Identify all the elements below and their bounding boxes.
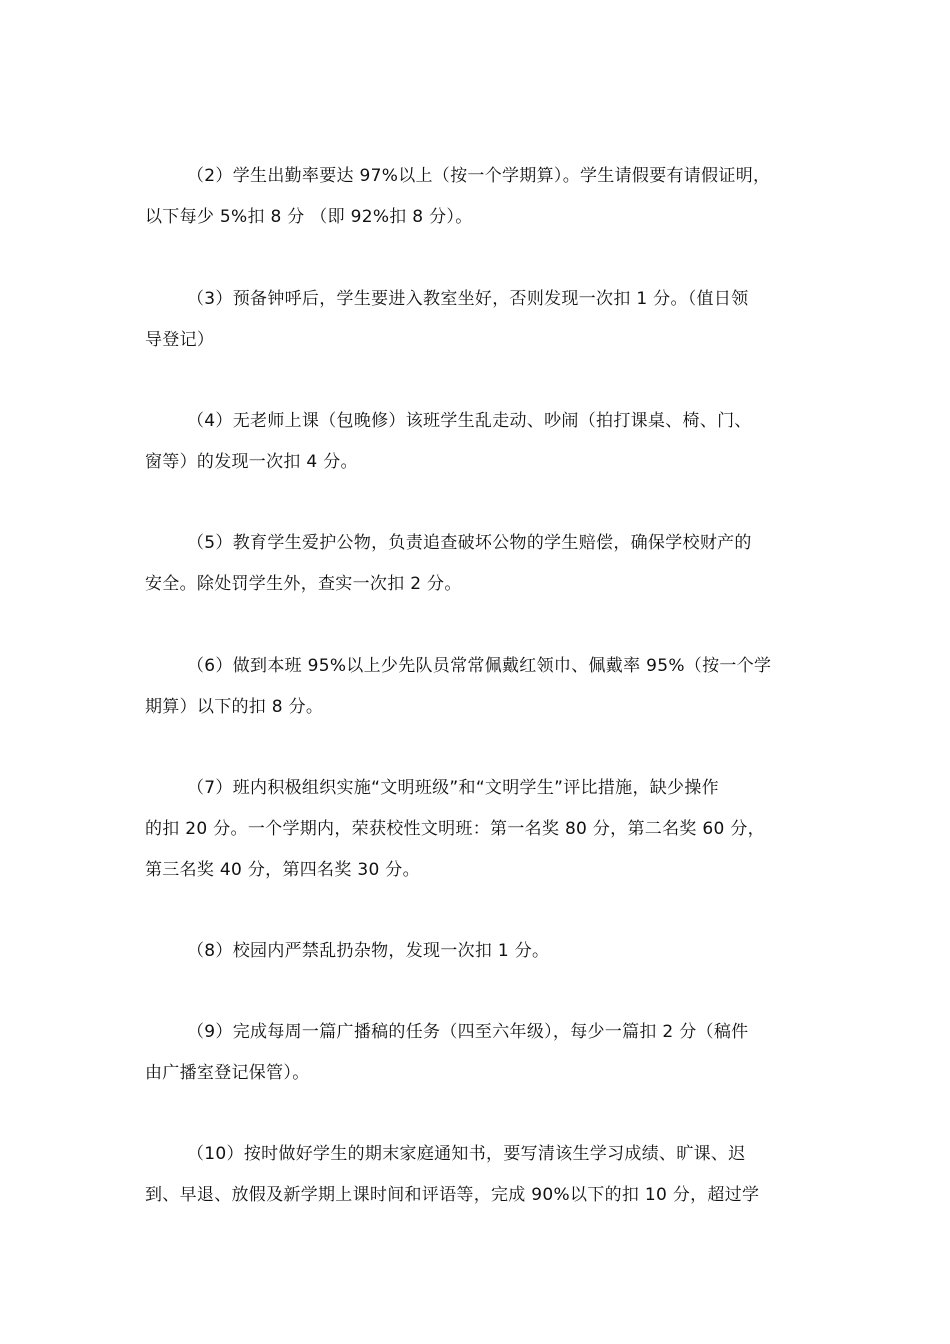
paragraph-item-6 bbox=[145, 646, 813, 728]
paragraph-line: 以下每少 5%扣 8 分 （即 92%扣 8 分）。 bbox=[145, 207, 473, 227]
paragraph-line: （6）做到本班 95%以上少先队员常常佩戴红领巾、佩戴率 95%（按一个学 bbox=[187, 656, 772, 676]
paragraph-item-10 bbox=[145, 1134, 813, 1216]
paragraph-item-9 bbox=[145, 1012, 813, 1094]
paragraph-line: （4）无老师上课（包晚修）该班学生乱走动、吵闹（拍打课桌、椅、门、 bbox=[187, 411, 752, 431]
paragraph-line: 第三名奖 40 分，第四名奖 30 分。 bbox=[145, 860, 420, 880]
paragraph-line: 窗等）的发现一次扣 4 分。 bbox=[145, 452, 358, 472]
paragraph-line: 的扣 20 分。一个学期内，荣获校性文明班：第一名奖 80 分，第二名奖 60 分， bbox=[145, 819, 765, 839]
paragraph-line: （9）完成每周一篇广播稿的任务（四至六年级），每少一篇扣 2 分（稿件 bbox=[187, 1022, 749, 1042]
paragraph-item-3 bbox=[145, 279, 813, 361]
paragraph-line: （2）学生出勤率要达 97%以上（按一个学期算）。学生请假要有请假证明， bbox=[187, 166, 771, 186]
paragraph-line: 由广播室登记保管）。 bbox=[145, 1063, 310, 1083]
paragraph-line: （3）预备钟呼后，学生要进入教室坐好，否则发现一次扣 1 分。（值日领 bbox=[187, 289, 749, 309]
paragraph-item-2 bbox=[145, 156, 813, 238]
paragraph-line: 安全。除处罚学生外，查实一次扣 2 分。 bbox=[145, 574, 462, 594]
paragraph-line: （8）校园内严禁乱扔杂物，发现一次扣 1 分。 bbox=[187, 941, 550, 961]
paragraph-item-8 bbox=[145, 931, 813, 972]
paragraph-line: 到、早退、放假及新学期上课时间和评语等，完成 90%以下的扣 10 分，超过学 bbox=[145, 1185, 760, 1205]
paragraph-line: （5）教育学生爱护公物，负责追查破坏公物的学生赔偿，确保学校财产的 bbox=[187, 533, 752, 553]
paragraph-line: （10）按时做好学生的期末家庭通知书，要写清该生学习成绩、旷课、迟 bbox=[187, 1144, 746, 1164]
paragraph-line: 期算）以下的扣 8 分。 bbox=[145, 697, 324, 717]
paragraph-line: （7）班内积极组织实施“文明班级”和“文明学生”评比措施，缺少操作 bbox=[187, 778, 719, 798]
paragraph-item-7 bbox=[145, 768, 813, 891]
paragraph-line: 导登记） bbox=[145, 330, 215, 350]
paragraph-item-4 bbox=[145, 401, 813, 483]
paragraph-item-5 bbox=[145, 523, 813, 605]
